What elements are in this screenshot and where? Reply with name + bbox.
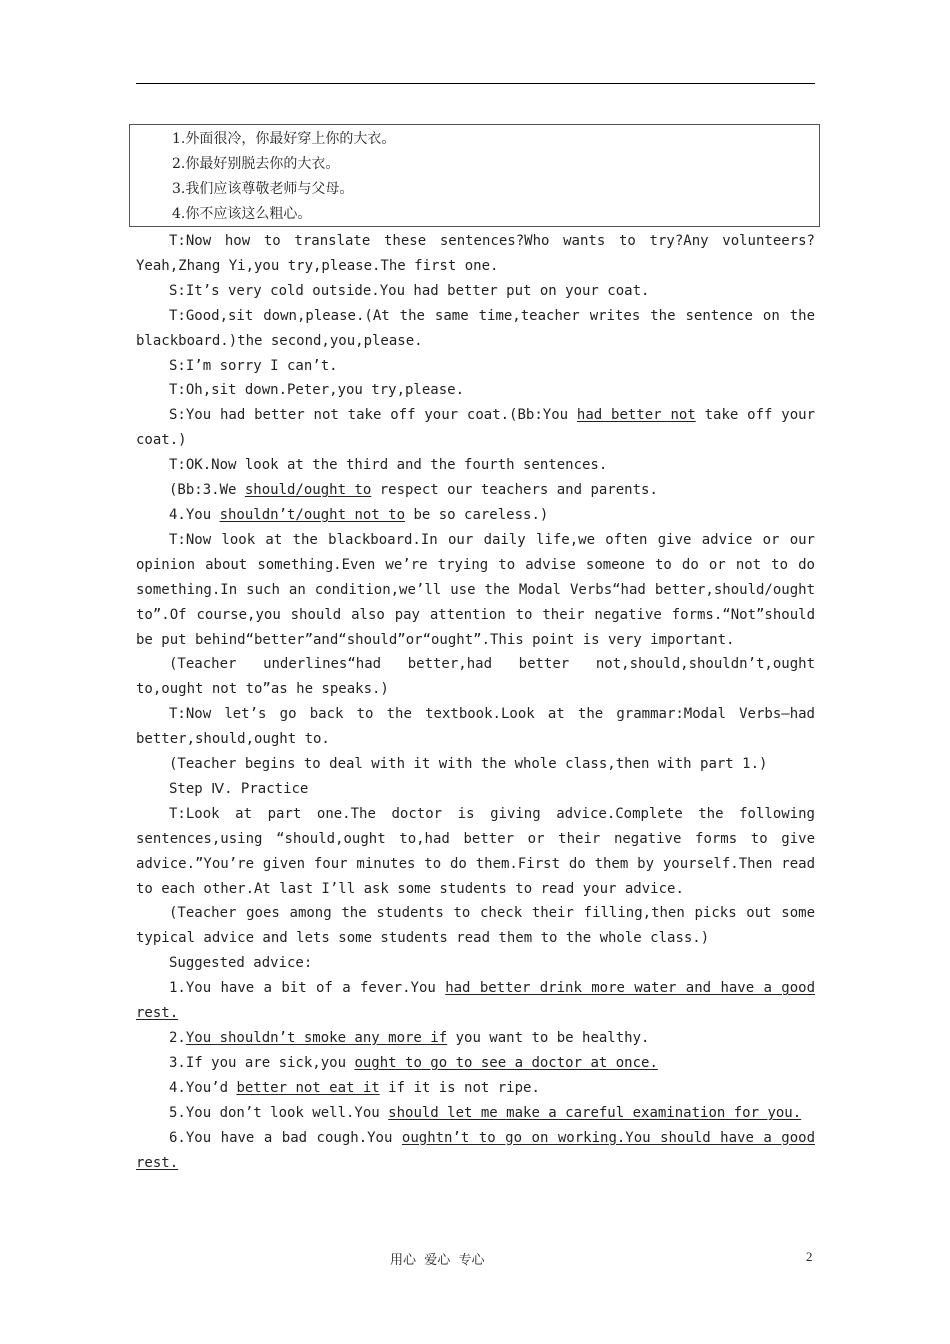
paragraph-text: 5.You don’t look well.You bbox=[169, 1104, 389, 1121]
underlined-answer: ought to go to see a doctor at once. bbox=[354, 1054, 658, 1071]
paragraph bbox=[136, 229, 815, 279]
paragraph-text: S:I’m sorry I can’t. bbox=[169, 357, 338, 374]
underlined-answer: should/ought to bbox=[244, 482, 372, 499]
paragraph-text: T:Oh,sit down.Peter,you try,please. bbox=[169, 382, 465, 399]
paragraph bbox=[136, 652, 815, 702]
paragraph-text: (Teacher goes among the students to check their filling,then picks out some typical advice and lets some students read them to the whole class.) bbox=[136, 905, 815, 947]
paragraph-text: if it is not ripe. bbox=[379, 1079, 540, 1096]
paragraph-text: Suggested advice: bbox=[169, 955, 313, 972]
paragraph bbox=[136, 802, 815, 902]
paragraph bbox=[136, 528, 815, 653]
paragraph bbox=[136, 976, 815, 1026]
paragraph bbox=[136, 453, 815, 478]
paragraph-text: 6.You have a bad cough.You bbox=[169, 1129, 402, 1146]
paragraph bbox=[136, 777, 815, 802]
paragraph-text: T:Now let’s go back to the textbook.Look at the grammar:Modal Verbs—had better,should,ought to. bbox=[136, 706, 815, 748]
lesson-body bbox=[136, 229, 815, 1175]
paragraph-text: 4.You’d bbox=[169, 1079, 237, 1096]
footer-motto: 用心 爱心 专心 bbox=[390, 1253, 485, 1268]
paragraph-text: T:Look at part one.The doctor is giving advice.Complete the following sentences,using “should,ought to,had better or their negative forms to give advice.”You’re given four minutes to do them.First do them by yourself.Then read to each other.At last I’ll ask some students to read your advice. bbox=[136, 805, 815, 897]
paragraph-text: (Teacher underlines“had better,had better not,should,shouldn’t,ought to,ought not to”as he speaks.) bbox=[136, 656, 815, 698]
paragraph-text: T:OK.Now look at the third and the fourth sentences. bbox=[169, 457, 608, 474]
paragraph-text: take off your coat.) bbox=[136, 407, 815, 449]
paragraph-text: 4.You bbox=[169, 506, 220, 523]
paragraph-text: 1.You have a bit of a fever.You bbox=[169, 980, 446, 997]
paragraph bbox=[136, 403, 815, 453]
box-sentence-1: 1.外面很冷，你最好穿上你的大衣。 bbox=[172, 131, 396, 147]
paragraph bbox=[136, 354, 815, 379]
chinese-sentence-box bbox=[129, 124, 820, 227]
paragraph-text: T:Good,sit down,please.(At the same time,teacher writes the sentence on the blackboard.)the second,you,please. bbox=[136, 307, 815, 349]
paragraph bbox=[136, 752, 815, 777]
paragraph bbox=[136, 478, 815, 503]
paragraph bbox=[136, 702, 815, 752]
underlined-answer: had better not bbox=[576, 407, 696, 424]
underlined-answer: had better drink more water and have a good rest. bbox=[136, 980, 816, 1022]
paragraph-text: 3.If you are sick,you bbox=[169, 1054, 355, 1071]
paragraph bbox=[136, 951, 815, 976]
page-number: 2 bbox=[806, 1249, 813, 1264]
paragraph-text: (Bb:3.We bbox=[169, 482, 245, 499]
underlined-answer: better not eat it bbox=[236, 1079, 380, 1096]
paragraph-text: S:You had better not take off your coat.(Bb:You bbox=[169, 407, 577, 424]
paragraph bbox=[136, 1101, 815, 1126]
paragraph-text: respect our teachers and parents. bbox=[371, 482, 658, 499]
paragraph-text: 2. bbox=[169, 1030, 186, 1046]
paragraph-text: T:Now look at the blackboard.In our daily life,we often give advice or our opinion about something.Even we’re trying to advise someone to do or not to do something.In such an condition,we’ll use the Modal Verbs“had better,should/ought to”.Of course,you should also pay attention to their negative forms.“Not”should be put behind“better”and“should”or“ought”.This point is very important. bbox=[136, 531, 815, 648]
underlined-answer: You shouldn’t smoke any more if bbox=[185, 1030, 448, 1046]
header-rule bbox=[136, 83, 815, 84]
paragraph-text: (Teacher begins to deal with it with the whole class,then with part 1.) bbox=[169, 756, 768, 773]
paragraph-text: S:It’s very cold outside.You had better put on your coat. bbox=[169, 282, 650, 299]
box-sentence-3: 3.我们应该尊敬老师与父母。 bbox=[172, 181, 354, 197]
underlined-answer: oughtn’t to go on working.You should have a good rest. bbox=[136, 1129, 816, 1171]
paragraph bbox=[136, 1076, 815, 1101]
paragraph bbox=[136, 1051, 815, 1076]
paragraph-text: Step Ⅳ. Practice bbox=[169, 780, 309, 797]
paragraph bbox=[136, 378, 815, 403]
box-sentence-4: 4.你不应该这么粗心。 bbox=[172, 206, 312, 222]
paragraph-text: T:Now how to translate these sentences?Who wants to try?Any volunteers? Yeah,Zhang Yi,you try,please.The first one. bbox=[136, 233, 815, 274]
paragraph-text: be so careless.) bbox=[405, 506, 549, 523]
paragraph bbox=[136, 304, 815, 354]
paragraph bbox=[136, 503, 815, 528]
paragraph bbox=[136, 279, 815, 304]
box-sentence-2: 2.你最好别脱去你的大衣。 bbox=[172, 156, 340, 172]
underlined-answer: shouldn’t/ought not to bbox=[219, 506, 406, 523]
paragraph bbox=[136, 1126, 815, 1176]
underlined-answer: should let me make a careful examination for you. bbox=[388, 1104, 802, 1121]
paragraph bbox=[136, 901, 815, 951]
paragraph-text: you want to be healthy. bbox=[447, 1030, 650, 1046]
paragraph bbox=[136, 1026, 815, 1051]
